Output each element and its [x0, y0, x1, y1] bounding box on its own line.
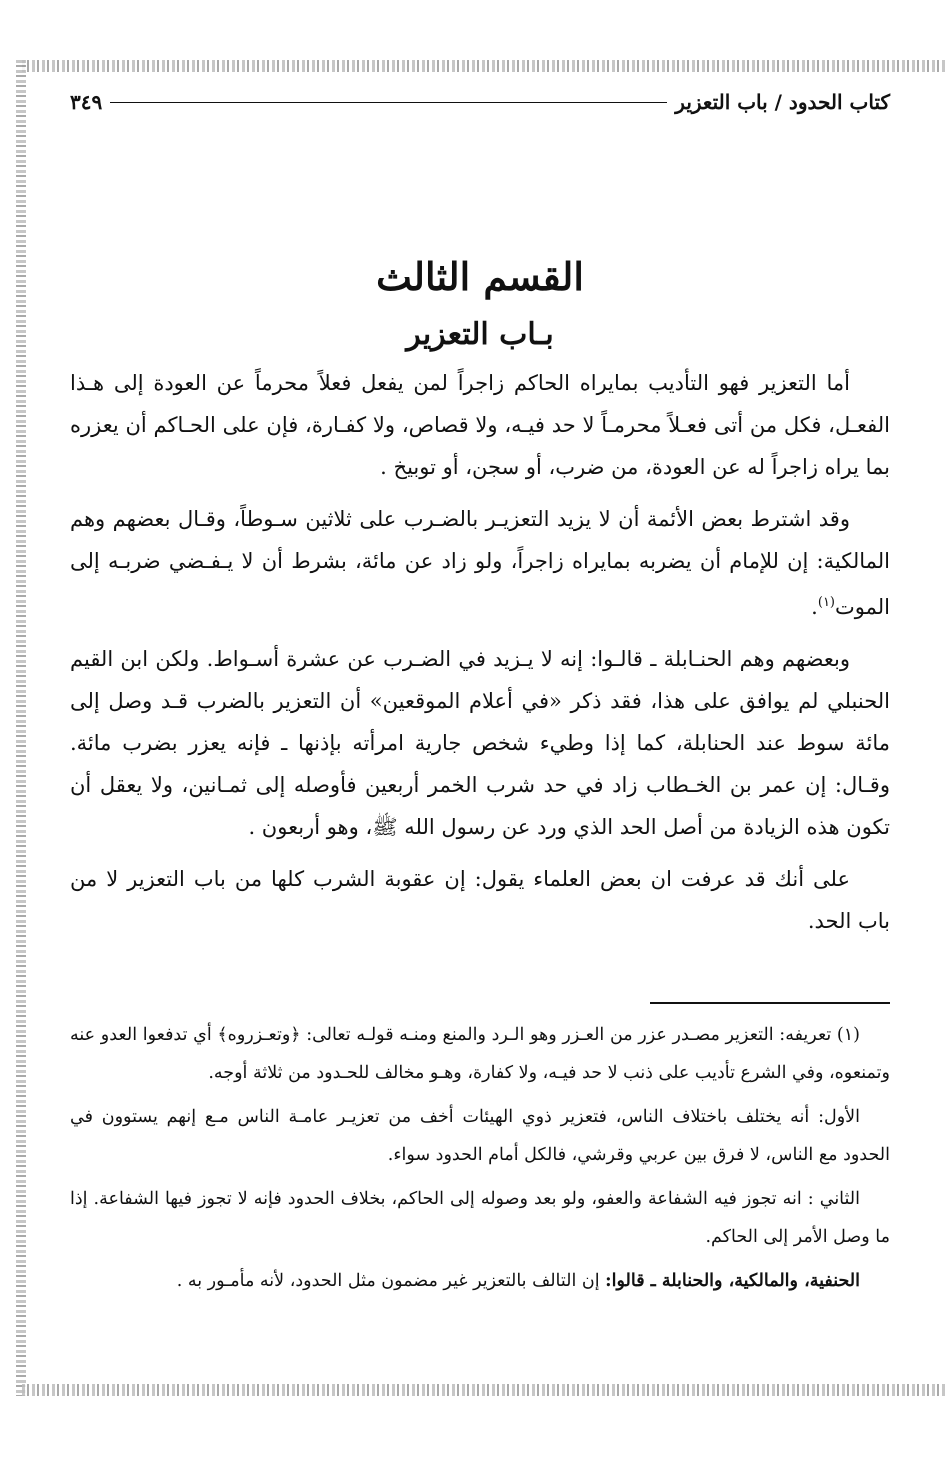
page-border-top: [22, 60, 946, 72]
section-heading: القسم الثالث: [376, 254, 584, 299]
book-page: [70, 82, 890, 1300]
page-number: ٣٤٩: [70, 90, 103, 114]
footnote-point-second: الثاني : انه تجوز فيه الشفاعة والعفو، ولو بعد وصوله إلى الحاكم، بخلاف الحدود فإنه لا تجوز فيها الشفاعة. إذا ما وصل الأمر إلى الحاكم.: [70, 1189, 890, 1247]
body-paragraph-1: أما التعزير فهو التأديب بمايراه الحاكم زاجراً لمن يفعل فعلاً محرماً عن العودة إلى هـذا الفعـل، فكل من أتى فعـلاً محرمـاً لا حد فيـه، ولا قصاص، ولا كفـارة، فإن على الحـاكم أن يعزره بما يراه زاجراً له عن العودة، من ضرب، أو سجن، أو توبيخ .: [70, 371, 890, 479]
body-paragraph-4: على أنك قد عرفت ان بعض العلماء يقول: إن عقوبة الشرب كلها من باب التعزير لا من باب الحد.: [70, 867, 890, 933]
footnote-schools-text: إن التالف بالتعزير غير مضمون مثل الحدود، لأنه مأمـور به .: [176, 1271, 606, 1291]
running-header-title: كتاب الحدود / باب التعزير: [675, 90, 890, 114]
body-paragraph-3: وبعضهم وهم الحنـابلة ـ قالـوا: إنه لا يـزيد في الضـرب عن عشرة أسـواط. ولكن ابن القيم الحنبلي لم يوافق على هذا، فقد ذكر «في أعلام الموقعين» أن التعزير بالضرب قـد وصل إلى مائة سوط عند الحنابلة، كما إذا وطيء شخص جارية امرأته بإذنها ـ فإنه يعزر بضرب مائة. وقـال: إن عمر بن الخـطاب زاد في حد شرب الخمر أربعين فأوصله إلى ثمـانين، ولا يعقل أن تكون هذه الزيادة من أصل الحد الذي ورد عن رسول الله ﷺ، وهو أربعون .: [70, 647, 890, 839]
footnote-1: (١) تعريفه: التعزير مصـدر عزر من العـزر وهو الـرد والمنع ومنـه قولـه تعالى: ﴿وتعـزروه﴾ أي تدفعوا العدو عنه وتمنعوه، وفي الشرع تأديب على ذنب لا حد فيـه، ولا كفارة، وهـو مخالف للحـدود من ثلاثة أوجه.: [70, 1025, 890, 1083]
body-paragraph-2-end: .: [811, 595, 818, 619]
footnote-separator: [650, 1002, 890, 1004]
footnote-marker[interactable]: (١): [817, 595, 835, 610]
footnote-schools-opinion: [70, 1262, 890, 1300]
footnote-point-first: الأول: أنه يختلف باختلاف الناس، فتعزير ذوي الهيئات أخف من تعزيـر عامـة الناس مـع إنهم يستوون في الحدود مع الناس، لا فرق بين عربي وقرشي، فالكل أمام الحدود سواء.: [70, 1107, 890, 1165]
running-header: [70, 90, 890, 114]
header-rule: [110, 102, 667, 103]
page-border-bottom: [22, 1384, 946, 1396]
body-paragraph-2: [70, 498, 890, 628]
body-paragraph-2-text: وقد اشترط بعض الأئمة أن لا يزيد التعزيـر بالضـرب على ثلاثين سـوطاً، وقـال بعضهم وهم المالكية: إن للإمام أن يضربه بمايراه زاجراً، ولو زاد عن مائة، بشرط أن لا يـفـضي ضربـه إلى الموت: [70, 507, 890, 619]
page-border-left: [16, 60, 26, 1396]
footnote-schools-lead: الحنفية، والمالكية، والحنابلة ـ قالوا:: [605, 1271, 860, 1291]
chapter-heading: بـاب التعزير: [406, 317, 554, 352]
